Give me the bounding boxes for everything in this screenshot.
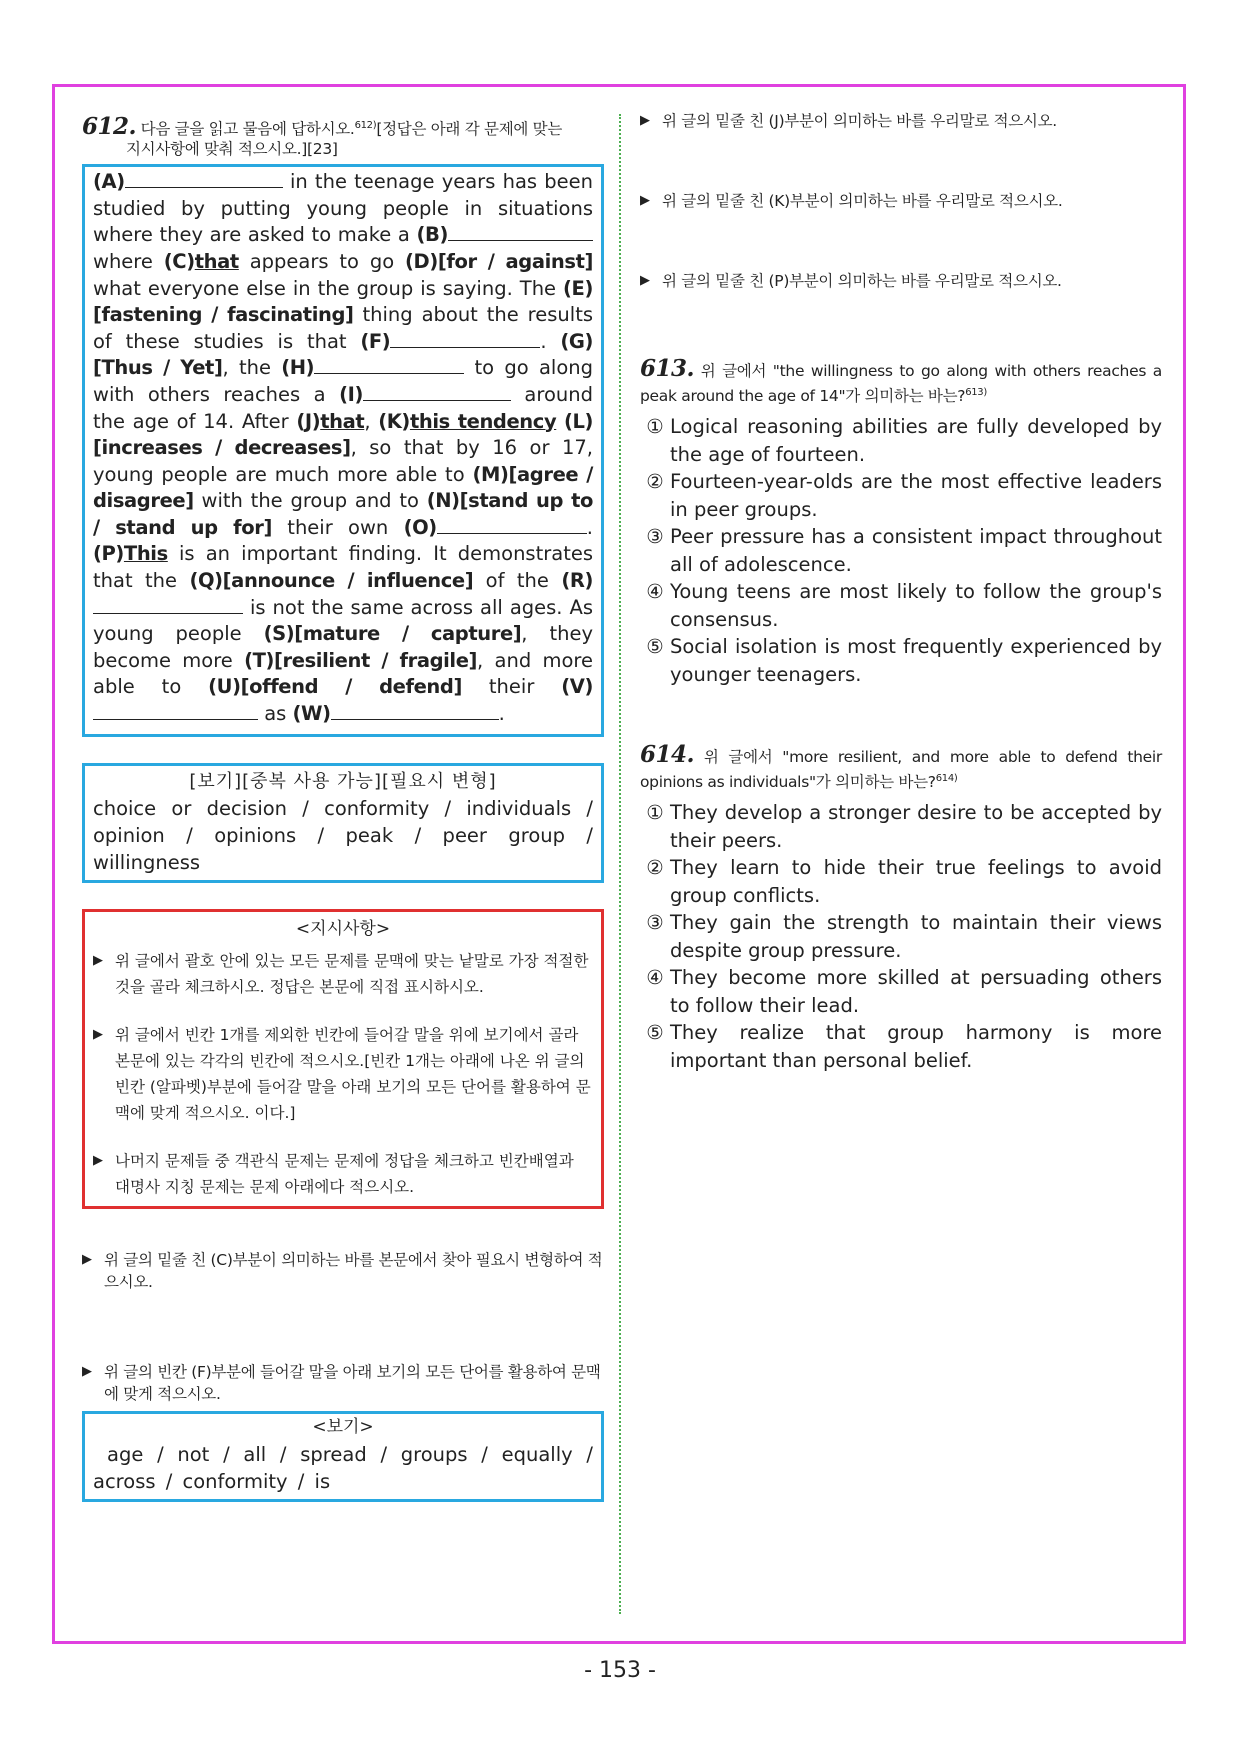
choice-e[interactable]: (E)[fastening / fascinating]: [93, 276, 593, 327]
passage-text: as: [258, 702, 293, 726]
choice-m[interactable]: (M)[agree / disagree]: [93, 462, 593, 513]
passage-text: .: [498, 702, 505, 726]
passage-text: around the age of 14. After: [93, 382, 594, 433]
choice-g[interactable]: (G)[Thus / Yet]: [93, 329, 593, 380]
q612-instruction-b: [정답은 아래 각 문제에 맞는: [376, 120, 563, 139]
passage-box: [82, 164, 604, 736]
q613-option[interactable]: [640, 578, 1162, 633]
option-text: They learn to hide their true feelings to avoid group conflicts.: [670, 856, 1162, 907]
label-i: (I): [339, 382, 363, 406]
option-number: ④: [646, 966, 664, 990]
instructions-title: <지시사항>: [295, 918, 391, 939]
option-text: Fourteen-year-olds are the most effective leaders in peer groups.: [670, 470, 1162, 521]
word-bank-f-words: age / not / all / spread / groups / equally / across / conformity / is: [93, 1442, 593, 1493]
word-bank-words: choice or decision / conformity / individuals / opinion / opinions / peak / peer group / willingness: [93, 796, 593, 874]
option-text: Peer pressure has a consistent impact throughout all of adolescence.: [670, 525, 1162, 576]
passage-text: , they become more: [93, 622, 593, 672]
q612-footnote: 612): [354, 120, 377, 131]
word-bank-box: [82, 763, 604, 883]
option-text: Social isolation is most frequently experienced by younger teenagers.: [670, 635, 1162, 686]
subquestion-f: [82, 1361, 604, 1405]
passage-text: in the teenage years has been studied by putting young people in situations where they are asked to make a: [93, 170, 593, 247]
blank-i[interactable]: [363, 382, 511, 401]
passage-text: of the: [473, 569, 562, 593]
underlined-p: This: [123, 542, 168, 566]
instruction-text: 위 글에서 빈칸 1개를 제외한 빈칸에 들어갈 말을 위에 보기에서 골라 본문에 있는 각각의 빈칸에 적으시오.[빈칸 1개는 아래에 나온 위 글의 빈칸 (알파벳)부분에 들어갈 말을 아래 보기의 모든 단어를 활용하여 문맥에 맞게 적으시오. 이다.]: [115, 1025, 591, 1122]
option-number: ①: [646, 801, 664, 825]
q614-option[interactable]: [640, 964, 1162, 1019]
label-p: (P): [93, 542, 124, 566]
triangle-bullet-icon: ▶: [82, 1251, 92, 1267]
passage-text: ,: [364, 409, 379, 433]
option-text: They gain the strength to maintain their views despite group pressure.: [670, 911, 1162, 962]
subquestion-text: 위 글의 밑줄 친 (C)부분이 의미하는 바를 본문에서 찾아 필요시 변형하여 적으시오.: [104, 1250, 603, 1291]
option-number: ②: [646, 470, 664, 494]
blank-a[interactable]: [125, 169, 283, 188]
label-j: (J): [296, 409, 321, 433]
passage-text: thing about the results of these studies is that: [93, 303, 594, 353]
instruction-item: [93, 948, 593, 1000]
passage-text: , so that by 16 or 17, young people are much more able to: [93, 436, 593, 486]
choice-u[interactable]: (U)[offend / defend]: [208, 675, 462, 699]
q613-option[interactable]: [640, 523, 1162, 578]
triangle-bullet-icon: ▶: [93, 1026, 103, 1042]
option-number: ⑤: [646, 1021, 664, 1045]
label-k: (K): [378, 409, 410, 433]
choice-t[interactable]: (T)[resilient / fragile]: [244, 648, 478, 672]
passage-text: to go along with others reaches a: [93, 356, 593, 406]
subquestion-text: 위 글의 빈칸 (F)부분에 들어갈 말을 아래 보기의 모든 단어를 활용하여 문맥에 맞게 적으시오.: [104, 1362, 601, 1403]
blank-o[interactable]: [437, 515, 587, 534]
column-divider: [619, 114, 621, 1614]
q614-options: [640, 799, 1162, 1074]
q613-option[interactable]: [640, 468, 1162, 523]
q613-option[interactable]: [640, 633, 1162, 688]
passage-text: their: [461, 675, 562, 699]
q613-number: 613.: [640, 355, 695, 382]
page-number: - 153 -: [584, 1658, 656, 1683]
passage-text: is an important finding. It demonstrates that the: [93, 542, 593, 593]
left-column: [82, 115, 604, 1502]
word-bank-title: [보기][중복 사용 가능][필요시 변형]: [189, 770, 497, 792]
q613-question: 위 글에서 "the willingness to go along with others reaches a peak around the age of 14"가 의미하는 바는?: [640, 362, 1162, 406]
blank-f[interactable]: [390, 329, 540, 348]
passage-text: .: [540, 329, 561, 353]
option-number: ③: [646, 525, 664, 549]
q614-number: 614.: [640, 741, 695, 769]
q613-footnote: 613): [965, 387, 987, 398]
label-o: (O): [403, 515, 437, 539]
blank-h[interactable]: [314, 355, 464, 374]
option-number: ④: [646, 580, 664, 604]
option-text: They become more skilled at persuading others to follow their lead.: [670, 966, 1162, 1017]
subquestion-j: [640, 110, 1162, 132]
q612-instruction: 다음 글을 읽고 물음에 답하시오.: [140, 120, 355, 139]
triangle-bullet-icon: ▶: [640, 273, 650, 288]
choice-n[interactable]: (N)[stand up to / stand up for]: [93, 489, 593, 539]
subquestion-text: 위 글의 밑줄 친 (K)부분이 의미하는 바를 우리말로 적으시오.: [662, 192, 1063, 210]
triangle-bullet-icon: ▶: [93, 1152, 103, 1168]
triangle-bullet-icon: ▶: [93, 952, 103, 968]
underlined-c: that: [194, 249, 239, 273]
q612-header: [82, 115, 604, 160]
subquestion-text: 위 글의 밑줄 친 (J)부분이 의미하는 바를 우리말로 적으시오.: [662, 112, 1057, 130]
subquestion-p: [640, 270, 1162, 292]
choice-s[interactable]: (S)[mature / capture]: [263, 622, 522, 646]
option-text: They realize that group harmony is more important than personal belief.: [670, 1021, 1162, 1072]
option-number: ③: [646, 911, 664, 935]
option-text: Logical reasoning abilities are fully developed by the age of fourteen.: [670, 415, 1162, 466]
subquestion-k: [640, 190, 1162, 212]
passage-text: what everyone else in the group is saying. The: [93, 276, 564, 300]
label-w: (W): [292, 702, 331, 726]
label-r: (R): [561, 569, 593, 593]
passage-text: appears to go: [238, 249, 406, 273]
q612-instruction-c: 지시사항에 맞춰 적으시오.][23]: [126, 140, 338, 159]
underlined-j: that: [320, 409, 365, 433]
label-a: (A): [93, 170, 125, 194]
q612-number: 612.: [82, 113, 137, 141]
instruction-text: 나머지 문제들 중 객관식 문제는 문제에 정답을 체크하고 빈칸배열과 대명사 지칭 문제는 문제 아래에다 적으시오.: [115, 1151, 574, 1196]
option-number: ②: [646, 856, 664, 880]
q613-header: [640, 355, 1162, 407]
option-text: They develop a stronger desire to be accepted by their peers.: [670, 801, 1162, 852]
passage-text: their own: [272, 515, 404, 539]
label-v: (V): [561, 675, 593, 699]
passage-text: [556, 410, 564, 433]
blank-v[interactable]: [93, 701, 258, 720]
q613-options: [640, 413, 1162, 688]
word-bank-f-title: <보기>: [312, 1416, 374, 1437]
instruction-text: 위 글에서 괄호 안에 있는 모든 문제를 문맥에 맞는 낱말로 가장 적절한 것을 골라 체크하시오. 정답은 본문에 직접 표시하시오.: [115, 951, 589, 996]
blank-r[interactable]: [93, 595, 243, 614]
underlined-k: this tendency: [409, 409, 557, 433]
subquestion-text: 위 글의 밑줄 친 (P)부분이 의미하는 바를 우리말로 적으시오.: [662, 272, 1062, 290]
q614-footnote: 614): [935, 773, 958, 785]
passage-text: with the group and to: [193, 489, 427, 513]
blank-w[interactable]: [331, 701, 499, 720]
label-c: (C): [163, 249, 195, 273]
label-b: (B): [416, 223, 448, 247]
choice-d[interactable]: (D)[for / against]: [405, 249, 594, 273]
blank-b[interactable]: [448, 222, 593, 241]
triangle-bullet-icon: ▶: [82, 1363, 92, 1379]
triangle-bullet-icon: ▶: [640, 193, 650, 208]
subquestion-c: [82, 1249, 604, 1293]
passage-text: , and more able to: [93, 648, 593, 699]
passage-text: is not the same across all ages. As young people: [93, 595, 593, 646]
triangle-bullet-icon: ▶: [640, 113, 650, 128]
word-bank-f-box: [82, 1411, 604, 1502]
q614-option[interactable]: [640, 799, 1162, 854]
instructions-box: [82, 909, 604, 1209]
label-h: (H): [281, 356, 315, 380]
instruction-item: [93, 1148, 593, 1200]
q614-option[interactable]: [640, 909, 1162, 964]
option-text: Young teens are most likely to follow the group's consensus.: [670, 580, 1162, 631]
label-f: (F): [360, 329, 391, 353]
q614-option[interactable]: [640, 854, 1162, 909]
q613-option[interactable]: [640, 413, 1162, 468]
q614-option[interactable]: [640, 1019, 1162, 1074]
choice-l[interactable]: (L)[increases / decreases]: [93, 409, 593, 460]
passage-text: .: [586, 515, 593, 539]
instruction-item: [93, 1022, 593, 1126]
choice-q[interactable]: (Q)[announce / influence]: [189, 569, 474, 593]
q614-question: 위 글에서 "more resilient, and more able to defend their opinions as individuals"가 의미하는 바는?: [640, 748, 1162, 792]
passage-text: where: [93, 249, 164, 273]
right-column: [640, 110, 1162, 1074]
passage-text: , the: [222, 356, 282, 380]
option-number: ⑤: [646, 635, 664, 659]
option-number: ①: [646, 415, 664, 439]
q614-header: [640, 741, 1162, 793]
